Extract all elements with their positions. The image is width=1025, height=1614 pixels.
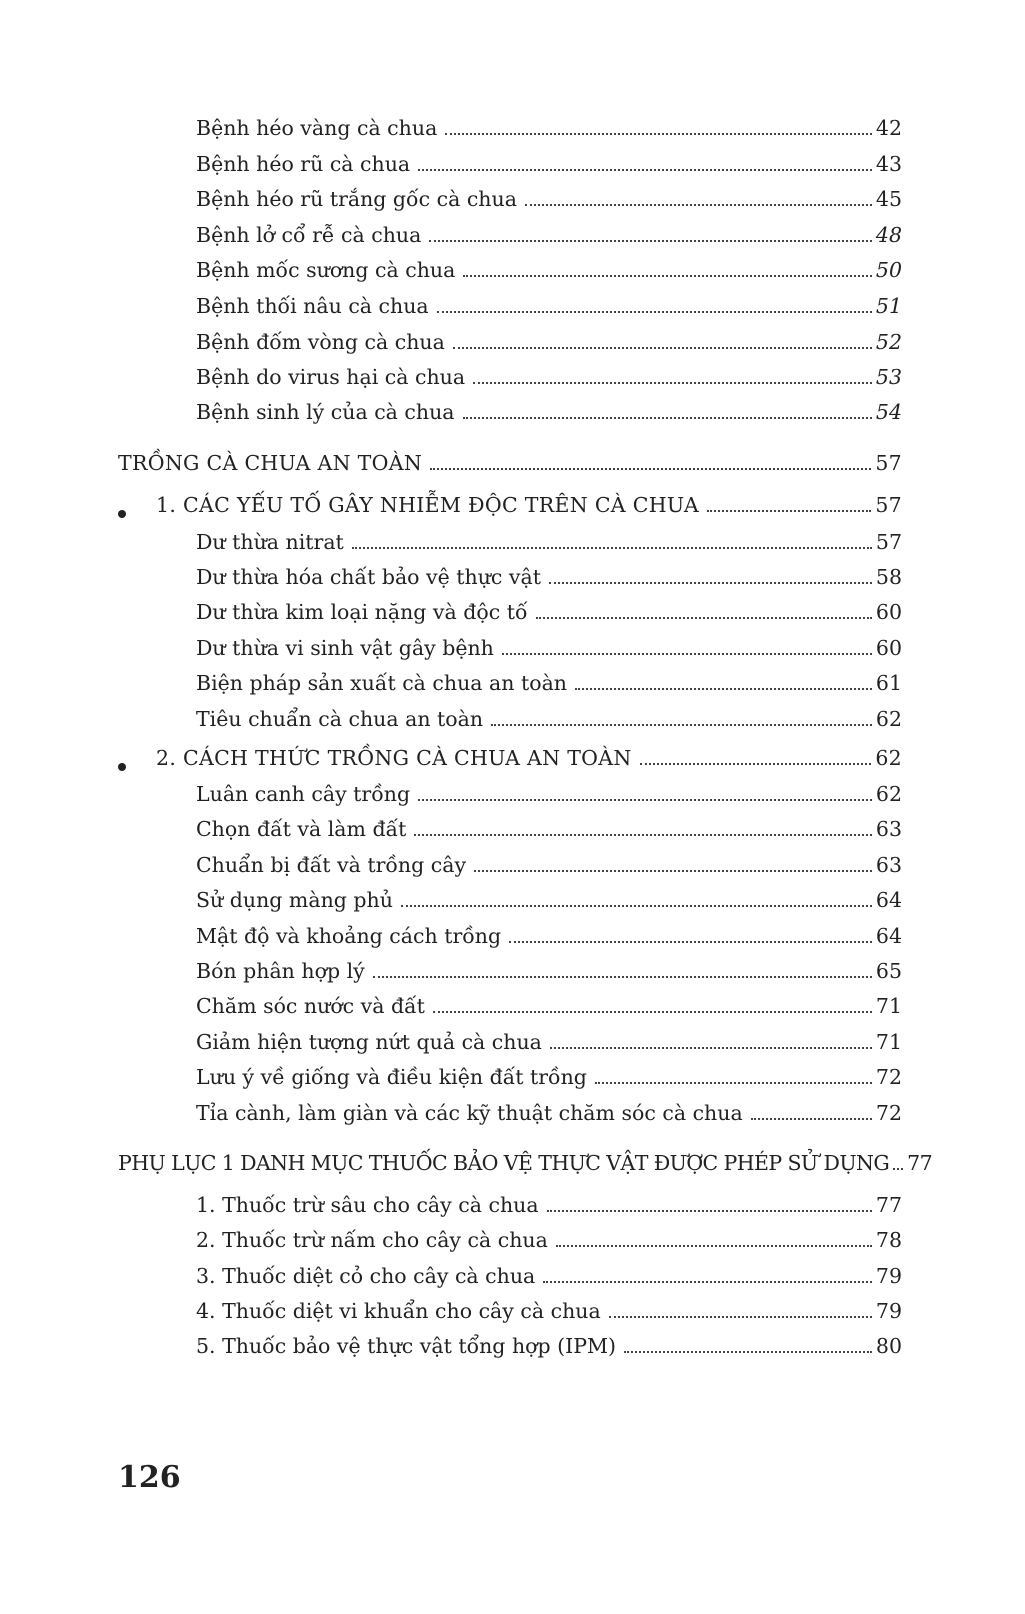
dot-leader [547,1209,872,1212]
toc-entry: Bệnh lở cổ rễ cà chua 48 [196,223,902,247]
toc-entry: Bệnh đốm vòng cà chua 52 [196,330,902,354]
page-number: 126 [118,1460,181,1495]
dot-leader [474,869,872,872]
toc-entry: Bệnh sinh lý của cà chua 54 [196,400,902,424]
toc-entry: 3. Thuốc diệt cỏ cho cây cà chua 79 [196,1264,902,1288]
bullet-icon [118,763,126,771]
dot-leader [525,203,872,206]
dot-leader [707,509,871,512]
toc-entry: Lưu ý về giống và điều kiện đất trồng 72 [196,1065,902,1089]
toc-entry: Tiêu chuẩn cà chua an toàn 62 [196,707,902,731]
toc-entry: Chăm sóc nước và đất 71 [196,994,902,1018]
dot-leader [550,1046,872,1049]
dot-leader [893,1167,903,1170]
toc-entry: Chuẩn bị đất và trồng cây 63 [196,853,902,877]
dot-leader [418,168,872,171]
toc-section-entry: 2. CÁCH THỨC TRỒNG CÀ CHUA AN TOÀN 62 [156,746,902,770]
dot-leader [536,616,872,619]
dot-leader [624,1350,872,1353]
toc-entry: Luân canh cây trồng 62 [196,782,902,806]
toc-entry: Bệnh héo vàng cà chua 42 [196,116,902,140]
dot-leader [453,346,872,349]
toc-entry: Bệnh mốc sương cà chua 50 [196,258,902,282]
toc-entry: 5. Thuốc bảo vệ thực vật tổng hợp (IPM) 80 [196,1334,902,1358]
dot-leader [491,723,872,726]
toc-appendix-entry: PHỤ LỤC 1 DANH MỤC THUỐC BẢO VỆ THỰC VẬT ĐƯỢC PHÉP SỬ DỤNG 77 [118,1151,933,1175]
dot-leader [502,652,872,655]
dot-leader [430,467,871,470]
dot-leader [595,1081,872,1084]
toc-entry: Bệnh héo rũ cà chua 43 [196,152,902,176]
toc-entry: Dư thừa hóa chất bảo vệ thực vật 58 [196,565,902,589]
dot-leader [433,1010,872,1013]
dot-leader [463,274,872,277]
dot-leader [640,762,872,765]
toc-entry: Dư thừa vi sinh vật gây bệnh 60 [196,636,902,660]
dot-leader [373,975,872,978]
toc-entry: Tỉa cành, làm giàn và các kỹ thuật chăm sóc cà chua 72 [196,1101,902,1125]
toc-entry: Bệnh thối nâu cà chua 51 [196,294,902,318]
dot-leader [751,1117,872,1120]
toc-entry: Chọn đất và làm đất 63 [196,817,902,841]
dot-leader [437,310,872,313]
toc-entry: Giảm hiện tượng nứt quả cà chua 71 [196,1030,902,1054]
toc-chapter-entry: TRỒNG CÀ CHUA AN TOÀN 57 [118,451,902,475]
dot-leader [556,1244,872,1247]
dot-leader [543,1280,872,1283]
toc-entry: Dư thừa kim loại nặng và độc tố 60 [196,600,902,624]
toc-entry: Mật độ và khoảng cách trồng 64 [196,924,902,948]
dot-leader [575,687,872,690]
dot-leader [549,581,872,584]
toc-entry: 2. Thuốc trừ nấm cho cây cà chua 78 [196,1228,902,1252]
toc-entry: Dư thừa nitrat 57 [196,530,902,554]
toc-entry: Bệnh do virus hại cà chua 53 [196,365,902,389]
dot-leader [401,904,872,907]
toc-entry: 4. Thuốc diệt vi khuẩn cho cây cà chua 79 [196,1299,902,1323]
dot-leader [352,546,872,549]
dot-leader [414,833,872,836]
toc-section-entry: 1. CÁC YẾU TỐ GÂY NHIỄM ĐỘC TRÊN CÀ CHUA 57 [156,493,902,517]
toc-entry: Sử dụng màng phủ 64 [196,888,902,912]
dot-leader [418,798,872,801]
toc-entry: Biện pháp sản xuất cà chua an toàn 61 [196,671,902,695]
toc-entry: Bệnh héo rũ trắng gốc cà chua 45 [196,187,902,211]
dot-leader [463,416,872,419]
toc-entry: 1. Thuốc trừ sâu cho cây cà chua 77 [196,1193,902,1217]
dot-leader [445,132,872,135]
dot-leader [609,1315,872,1318]
dot-leader [509,940,872,943]
dot-leader [429,239,872,242]
bullet-icon [118,510,126,518]
toc-entry: Bón phân hợp lý 65 [196,959,902,983]
dot-leader [473,381,872,384]
